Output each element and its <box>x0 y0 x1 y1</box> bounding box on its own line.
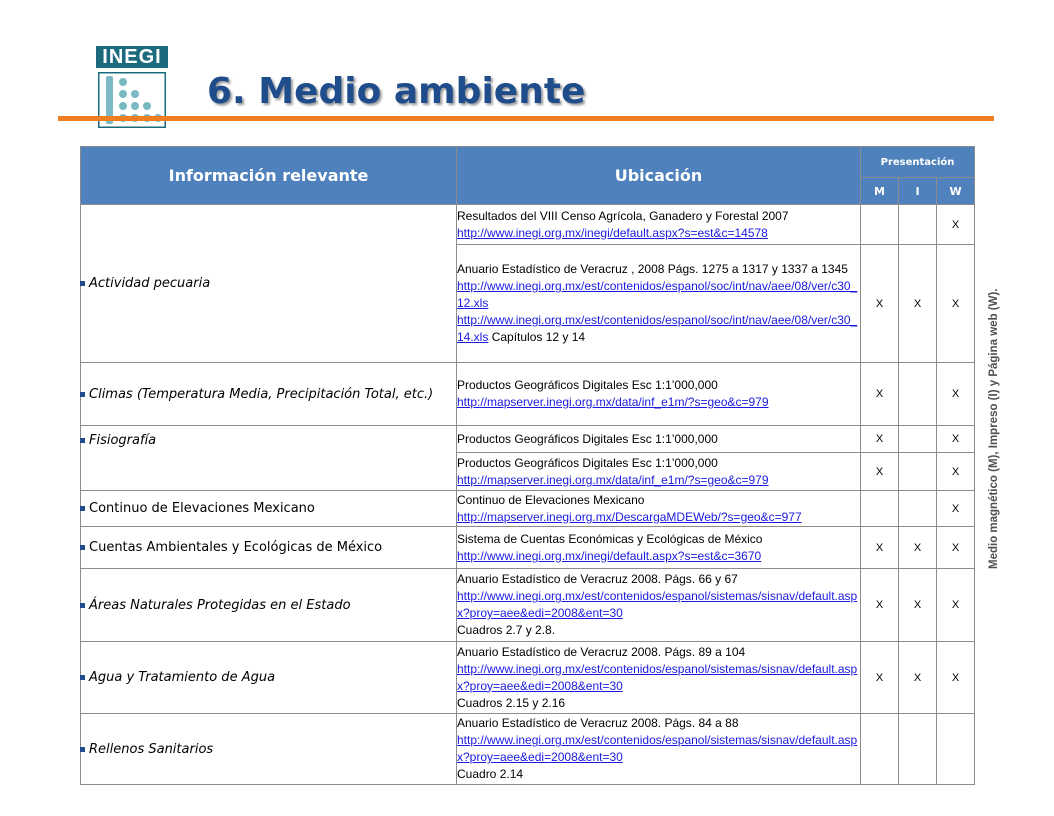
mark-m: X <box>861 527 899 569</box>
mark-m: X <box>861 569 899 642</box>
location-text: Productos Geográficos Digitales Esc 1:1’000,000 <box>457 378 718 392</box>
header-w: W <box>937 178 975 205</box>
info-cell <box>81 491 457 527</box>
info-label: Actividad pecuaria <box>89 276 211 291</box>
mark-m: X <box>861 642 899 714</box>
bullet-icon <box>80 747 85 752</box>
location-link[interactable]: http://www.inegi.org.mx/inegi/default.aspx?s=est&c=3670 <box>457 548 762 563</box>
header-info: Información relevante <box>81 147 457 205</box>
mark-w <box>937 714 975 785</box>
info-cell <box>81 426 457 491</box>
mark-w: X <box>937 491 975 527</box>
location-text: Resultados del VIII Censo Agrícola, Ganadero y Forestal 2007 <box>457 208 789 223</box>
mark-w: X <box>937 569 975 642</box>
table-row <box>81 569 975 642</box>
location-link[interactable]: http://mapserver.inegi.org.mx/data/inf_e1m/?s=geo&c=979 <box>457 395 769 409</box>
location-cell <box>457 205 861 245</box>
location-cell <box>457 527 861 569</box>
mark-i <box>899 205 937 245</box>
location-link[interactable]: http://mapserver.inegi.org.mx/DescargaMDEWeb/?s=geo&c=977 <box>457 509 802 524</box>
location-text: Anuario Estadístico de Veracruz 2008. Págs. 89 a 104 <box>457 644 746 659</box>
location-cell <box>457 714 861 785</box>
location-cell <box>457 491 861 527</box>
info-cell <box>81 642 457 714</box>
header-location: Ubicación <box>457 147 861 205</box>
mark-m <box>861 714 899 785</box>
location-link[interactable]: http://www.inegi.org.mx/est/contenidos/espanol/soc/int/nav/aee/08/ver/c30_12.xls <box>457 279 858 310</box>
location-text: Productos Geográficos Digitales Esc 1:1’000,000 <box>457 431 718 446</box>
location-cell <box>457 453 861 491</box>
location-text: Anuario Estadístico de Veracruz 2008. Págs. 84 a 88 <box>457 716 739 730</box>
location-link[interactable]: http://www.inegi.org.mx/est/contenidos/espanol/sistemas/sisnav/default.aspx?proy=aee&edi=2008&ent=30 <box>457 733 858 764</box>
info-cell <box>81 714 457 785</box>
mark-i <box>899 426 937 453</box>
location-cell <box>457 642 861 714</box>
header-presentation: Presentación <box>861 147 975 178</box>
side-note: Medio magnético (M), Impreso (I) y Página web (W). <box>988 288 1000 569</box>
mark-m: X <box>861 453 899 491</box>
bullet-icon <box>80 603 85 608</box>
bullet-icon <box>80 545 85 550</box>
header-i: I <box>899 178 937 205</box>
table-header-row <box>81 147 975 178</box>
bullet-icon <box>80 675 85 680</box>
mark-w: X <box>937 642 975 714</box>
location-link[interactable]: http://www.inegi.org.mx/est/contenidos/espanol/sistemas/sisnav/default.aspx?proy=aee&edi=2008&ent=30 <box>457 589 858 620</box>
info-cell <box>81 363 457 426</box>
table-row <box>81 205 975 245</box>
location-tail: Capítulos 12 y 14 <box>488 330 586 344</box>
location-text: Anuario Estadístico de Veracruz 2008. Págs. 66 y 67 <box>457 572 738 586</box>
info-table <box>80 146 975 785</box>
location-link[interactable]: http://www.inegi.org.mx/est/contenidos/espanol/soc/int/nav/aee/08/ver/c30_14.xls <box>457 313 858 344</box>
location-text: Continuo de Elevaciones Mexicano <box>457 492 645 507</box>
location-cell <box>457 245 861 363</box>
table-row <box>81 426 975 453</box>
table-row <box>81 491 975 527</box>
info-label: Áreas Naturales Protegidas en el Estado <box>89 597 351 613</box>
location-cell <box>457 426 861 453</box>
table-row <box>81 714 975 785</box>
location-text: Anuario Estadístico de Veracruz , 2008 Págs. 1275 a 1317 y 1337 a 1345 <box>457 262 848 276</box>
info-label: Cuentas Ambientales y Ecológicas de México <box>89 540 383 555</box>
mark-i: X <box>899 245 937 363</box>
mark-w: X <box>937 453 975 491</box>
bullet-icon <box>80 506 85 511</box>
mark-m: X <box>861 245 899 363</box>
info-label: Climas (Temperatura Media, Precipitación Total, etc.) <box>89 386 434 402</box>
bullet-icon <box>80 392 85 397</box>
title-underline <box>58 116 994 121</box>
location-link[interactable]: http://www.inegi.org.mx/inegi/default.aspx?s=est&c=14578 <box>457 225 768 240</box>
logo-wordmark: INEGI <box>96 46 168 68</box>
mark-m <box>861 205 899 245</box>
location-tail: Cuadros 2.7 y 2.8. <box>457 623 556 637</box>
location-cell <box>457 363 861 426</box>
bullet-icon <box>80 438 85 443</box>
mark-m: X <box>861 363 899 426</box>
page-title: 6. Medio ambiente <box>207 71 586 112</box>
mark-i: X <box>899 569 937 642</box>
table-row <box>81 363 975 426</box>
mark-i: X <box>899 642 937 714</box>
info-cell <box>81 527 457 569</box>
mark-m: X <box>861 426 899 453</box>
table-row <box>81 642 975 714</box>
header-m: M <box>861 178 899 205</box>
info-label: Rellenos Sanitarios <box>89 741 214 757</box>
location-text: Sistema de Cuentas Económicas y Ecológicas de México <box>457 531 763 546</box>
location-link[interactable]: http://mapserver.inegi.org.mx/data/inf_e1m/?s=geo&c=979 <box>457 472 769 487</box>
table-row <box>81 527 975 569</box>
info-cell <box>81 569 457 642</box>
bullet-icon <box>80 281 85 286</box>
info-label: Agua y Tratamiento de Agua <box>89 670 276 685</box>
mark-w: X <box>937 363 975 426</box>
mark-i <box>899 714 937 785</box>
mark-i <box>899 491 937 527</box>
info-label: Continuo de Elevaciones Mexicano <box>89 501 315 516</box>
location-tail: Cuadros 2.15 y 2.16 <box>457 695 566 710</box>
mark-w: X <box>937 426 975 453</box>
mark-w: X <box>937 527 975 569</box>
mark-i: X <box>899 527 937 569</box>
info-cell <box>81 205 457 363</box>
mark-w: X <box>937 205 975 245</box>
mark-i <box>899 363 937 426</box>
mark-i <box>899 453 937 491</box>
location-link[interactable]: http://www.inegi.org.mx/est/contenidos/espanol/sistemas/sisnav/default.aspx?proy=aee&edi=2008&ent=30 <box>457 661 858 693</box>
info-label: Fisiografía <box>89 433 157 448</box>
location-tail: Cuadro 2.14 <box>457 767 524 781</box>
mark-w: X <box>937 245 975 363</box>
location-cell <box>457 569 861 642</box>
location-text: Productos Geográficos Digitales Esc 1:1’000,000 <box>457 455 718 470</box>
mark-m <box>861 491 899 527</box>
